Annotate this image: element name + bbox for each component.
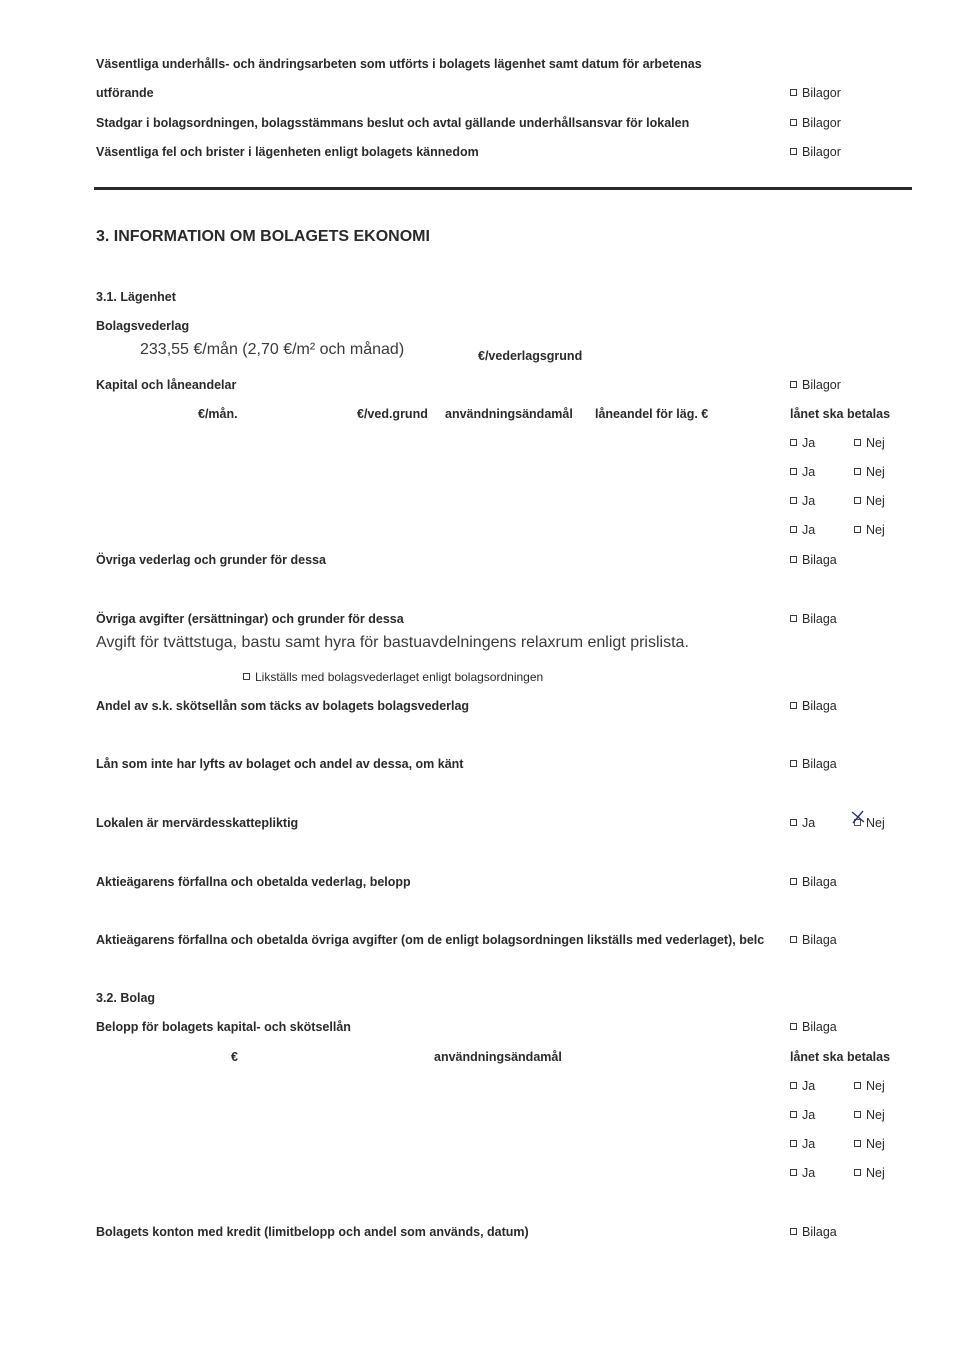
- checkbox-icon[interactable]: [790, 702, 797, 709]
- per-vederlagsgrund-label: €/vederlagsgrund: [478, 349, 583, 363]
- bolag-loan-row-3-ja[interactable]: Ja: [790, 1136, 815, 1152]
- bolag-loan-row-3-nej[interactable]: Nej: [854, 1136, 885, 1152]
- column-per-ved-grund: €/ved.grund: [357, 407, 428, 421]
- checkbox-icon[interactable]: [790, 1023, 797, 1030]
- checkbox-icon[interactable]: [854, 526, 861, 533]
- attachment-option-lan-inte[interactable]: Bilaga: [790, 756, 837, 772]
- checkbox-icon[interactable]: [790, 556, 797, 563]
- attachment-option-bylaws[interactable]: Bilagor: [790, 115, 841, 131]
- moms-label: Lokalen är mervärdesskattepliktig: [96, 816, 299, 830]
- bolag-loan-row-4-ja[interactable]: Ja: [790, 1165, 815, 1181]
- loan-row-4-nej[interactable]: Nej: [854, 522, 885, 538]
- checkbox-icon[interactable]: [790, 439, 797, 446]
- loan-row-2-ja[interactable]: Ja: [790, 464, 815, 480]
- checkbox-icon[interactable]: [790, 148, 797, 155]
- maintenance-work-label: Väsentliga underhålls- och ändringsarbeten som utförts i bolagets lägenhet samt datum för arbetenas: [96, 57, 702, 71]
- loan-row-3-ja[interactable]: Ja: [790, 493, 815, 509]
- attachment-option-maintenance[interactable]: Bilagor: [790, 85, 841, 101]
- checkbox-icon[interactable]: [854, 439, 861, 446]
- section-3-title: 3. INFORMATION OM BOLAGETS EKONOMI: [96, 228, 430, 245]
- checkbox-icon[interactable]: [790, 526, 797, 533]
- bolag-loan-row-2-ja[interactable]: Ja: [790, 1107, 815, 1123]
- subsection-3-2-title: 3.2. Bolag: [96, 991, 156, 1005]
- checkbox-icon[interactable]: [854, 1169, 861, 1176]
- konton-kredit-label: Bolagets konton med kredit (limitbelopp och andel som används, datum): [96, 1225, 529, 1239]
- checkbox-icon[interactable]: [790, 1111, 797, 1118]
- loan-row-1-nej[interactable]: Nej: [854, 435, 885, 451]
- checkbox-icon[interactable]: [243, 673, 250, 680]
- column-loan-payable: lånet ska betalas: [790, 407, 891, 421]
- checkmark-x-icon: [850, 809, 866, 825]
- attachment-option-defects[interactable]: Bilagor: [790, 144, 841, 160]
- checkbox-icon[interactable]: [790, 1169, 797, 1176]
- checkbox-icon[interactable]: [790, 615, 797, 622]
- column-euro: €: [231, 1050, 238, 1064]
- checkbox-icon[interactable]: [790, 819, 797, 826]
- forfallna-ovriga-label: Aktieägarens förfallna och obetalda övriga avgifter (om de enligt bolagsordningen likställs med vederlaget), belc: [96, 933, 765, 947]
- likstalls-option[interactable]: Likställs med bolagsvederlaget enligt bolagsordningen: [243, 669, 543, 685]
- section-divider: [94, 187, 912, 190]
- checkbox-icon[interactable]: [790, 1140, 797, 1147]
- checkbox-icon[interactable]: [790, 1228, 797, 1235]
- lan-inte-lyfts-label: Lån som inte har lyfts av bolaget och andel av dessa, om känt: [96, 757, 464, 771]
- checkbox-icon[interactable]: [790, 760, 797, 767]
- bolag-loan-row-1-ja[interactable]: Ja: [790, 1078, 815, 1094]
- defects-label: Väsentliga fel och brister i lägenheten enligt bolagets kännedom: [96, 145, 479, 159]
- vederlag-value: 233,55 €/mån (2,70 €/m² och månad): [140, 341, 405, 358]
- attachment-option-kapital[interactable]: Bilagor: [790, 377, 841, 393]
- column-loan-share: låneandel för läg. €: [595, 407, 709, 421]
- bolag-loan-row-1-nej[interactable]: Nej: [854, 1078, 885, 1094]
- avgift-note: Avgift för tvättstuga, bastu samt hyra för bastuavdelningens relaxrum enligt prislista.: [96, 634, 689, 651]
- subsection-3-1-title: 3.1. Lägenhet: [96, 290, 176, 304]
- loan-row-1-ja[interactable]: Ja: [790, 435, 815, 451]
- checkbox-icon[interactable]: [790, 119, 797, 126]
- checkbox-icon[interactable]: [790, 468, 797, 475]
- column-purpose: användningsändamål: [445, 407, 573, 421]
- column-loan-payable-bolag: lånet ska betalas: [790, 1050, 891, 1064]
- attachment-option-konton[interactable]: Bilaga: [790, 1224, 837, 1240]
- attachment-option-andel[interactable]: Bilaga: [790, 698, 837, 714]
- loan-row-4-ja[interactable]: Ja: [790, 522, 815, 538]
- attachment-option-forfallna-ovriga[interactable]: Bilaga: [790, 932, 837, 948]
- checkbox-icon[interactable]: [790, 381, 797, 388]
- checkbox-icon[interactable]: [854, 468, 861, 475]
- checkbox-icon[interactable]: [854, 1082, 861, 1089]
- moms-nej[interactable]: Nej: [854, 815, 885, 831]
- moms-ja[interactable]: Ja: [790, 815, 815, 831]
- ovriga-vederlag-label: Övriga vederlag och grunder för dessa: [96, 553, 326, 567]
- maintenance-work-label-cont: utförande: [96, 86, 154, 100]
- checkbox-icon[interactable]: [790, 497, 797, 504]
- loan-row-3-nej[interactable]: Nej: [854, 493, 885, 509]
- attachment-option-belopp[interactable]: Bilaga: [790, 1019, 837, 1035]
- andel-skotsellan-label: Andel av s.k. skötsellån som täcks av bolagets bolagsvederlag: [96, 699, 470, 713]
- column-purpose-bolag: användningsändamål: [434, 1050, 562, 1064]
- bolag-loan-row-4-nej[interactable]: Nej: [854, 1165, 885, 1181]
- column-per-month: €/mån.: [198, 407, 238, 421]
- belopp-lan-label: Belopp för bolagets kapital- och skötsellån: [96, 1020, 351, 1034]
- forfallna-vederlag-label: Aktieägarens förfallna och obetalda vederlag, belopp: [96, 875, 411, 889]
- checkbox-icon[interactable]: [790, 878, 797, 885]
- loan-row-2-nej[interactable]: Nej: [854, 464, 885, 480]
- bylaws-maintenance-label: Stadgar i bolagsordningen, bolagsstämmans beslut och avtal gällande underhållsansvar för lokalen: [96, 116, 690, 130]
- attachment-option-forfallna[interactable]: Bilaga: [790, 874, 837, 890]
- checkbox-icon[interactable]: [790, 1082, 797, 1089]
- checkbox-icon[interactable]: [854, 497, 861, 504]
- kapital-label: Kapital och låneandelar: [96, 378, 237, 392]
- attachment-option-ovriga-vederlag[interactable]: Bilaga: [790, 552, 837, 568]
- checkbox-icon[interactable]: [790, 89, 797, 96]
- checkbox-icon[interactable]: [854, 1111, 861, 1118]
- ovriga-avgifter-label: Övriga avgifter (ersättningar) och grunder för dessa: [96, 612, 404, 626]
- checkbox-icon[interactable]: [790, 936, 797, 943]
- bolag-loan-row-2-nej[interactable]: Nej: [854, 1107, 885, 1123]
- attachment-option-ovriga-avgifter[interactable]: Bilaga: [790, 611, 837, 627]
- checkbox-icon[interactable]: [854, 1140, 861, 1147]
- bolagsvederlag-label: Bolagsvederlag: [96, 319, 190, 333]
